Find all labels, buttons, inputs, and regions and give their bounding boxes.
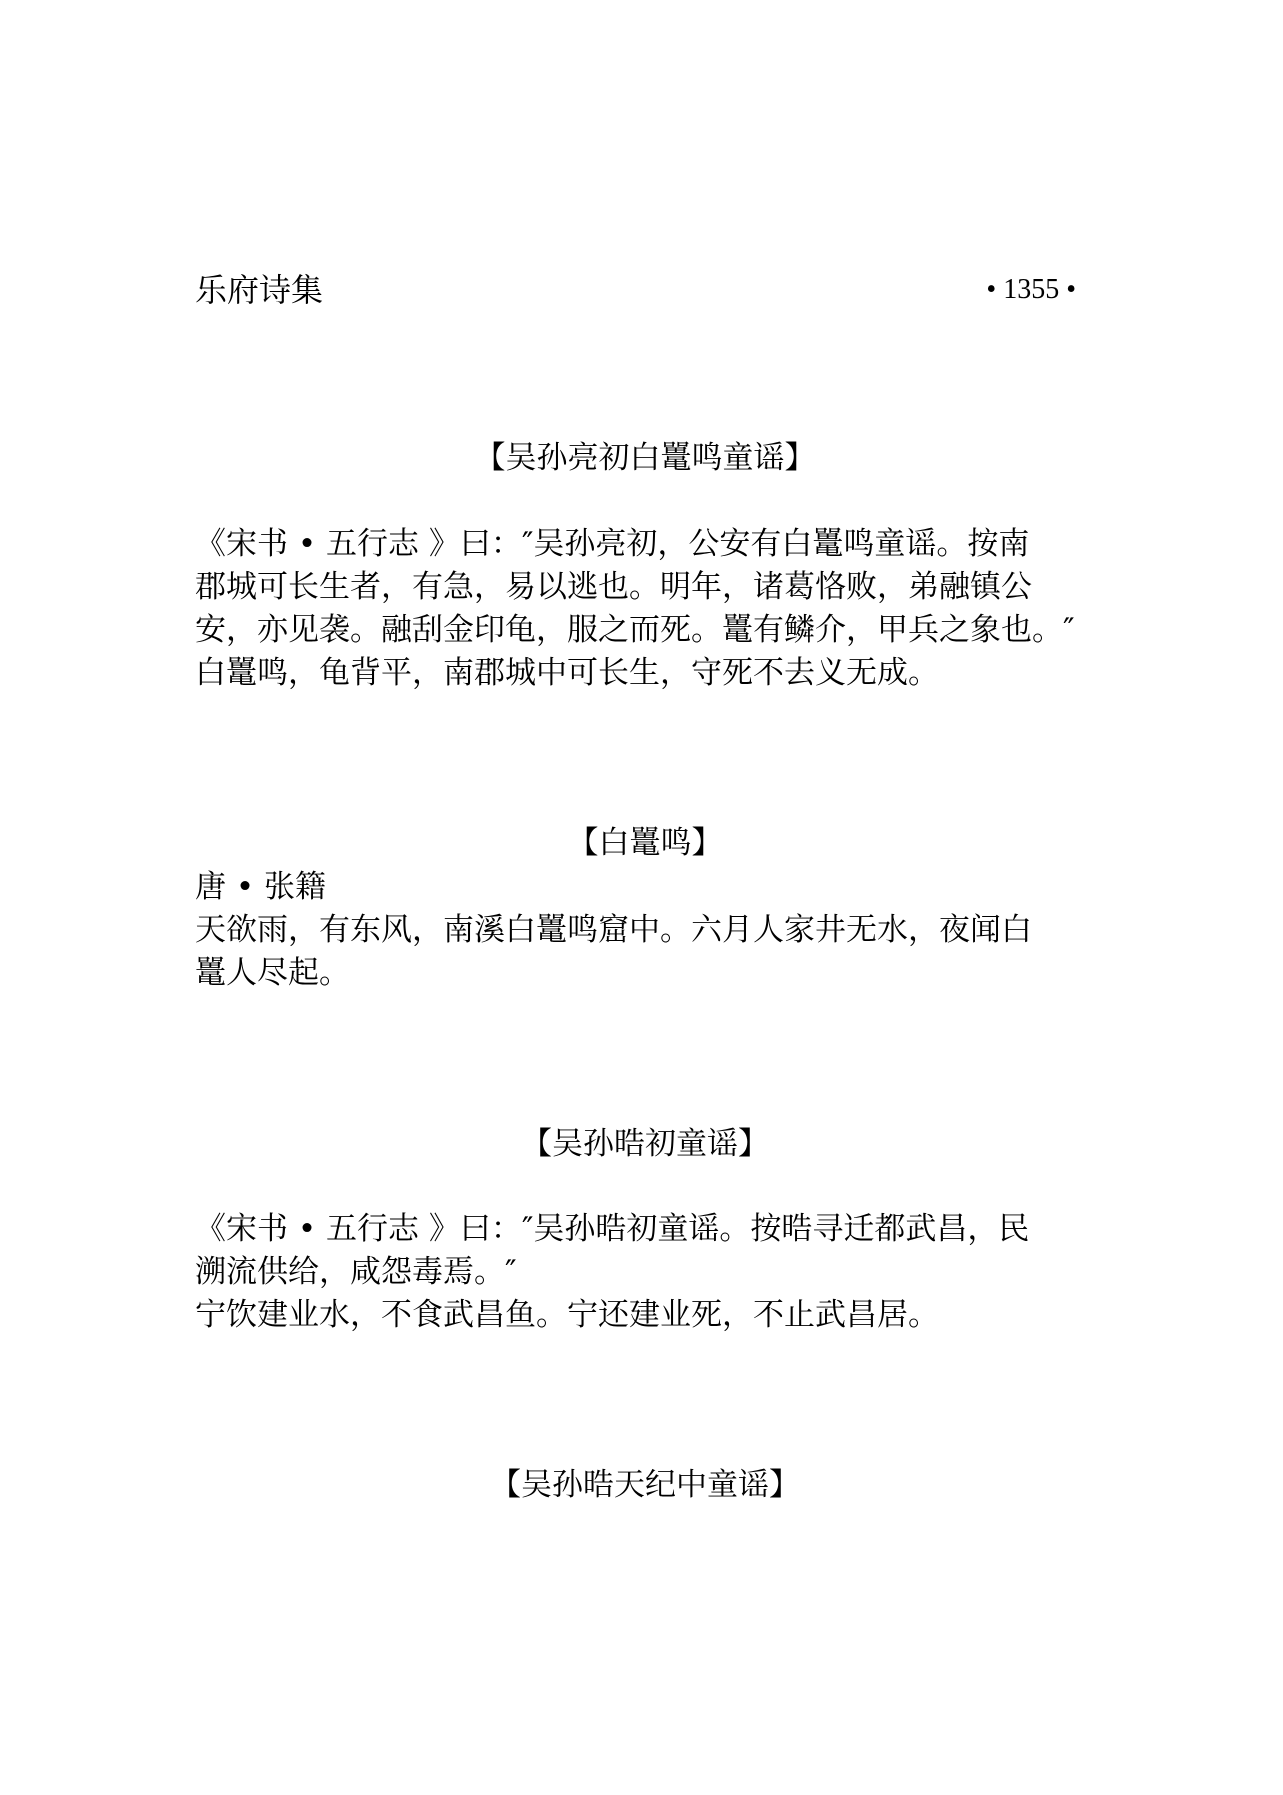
section-body bbox=[195, 866, 1095, 995]
text-line: 宁饮建业水，不食武昌鱼。宁还建业死，不止武昌居。 bbox=[195, 1297, 939, 1333]
text-line: 《宋书 • 五行志 》曰：″吴孙晧初童谣。按晧寻迁都武昌，民 bbox=[195, 1211, 1030, 1247]
text-line: 鼍人尽起。 bbox=[195, 955, 350, 991]
text-line: 白鼍鸣，龟背平，南郡城中可长生，守死不去义无成。 bbox=[195, 655, 939, 691]
text-line: 安，亦见袭。融刮金印龟，服之而死。鼍有鳞介，甲兵之象也。″ bbox=[195, 612, 1075, 648]
page-header bbox=[195, 268, 1076, 312]
section-title: 【吴孙晧天纪中童谣】 bbox=[490, 1467, 800, 1503]
section-body bbox=[195, 1208, 1095, 1337]
text-line: 郡城可长生者，有急，易以逃也。明年，诸葛恪败，弟融镇公 bbox=[195, 569, 1032, 605]
section-title: 【吴孙晧初童谣】 bbox=[521, 1126, 769, 1162]
author-line: 唐 • 张籍 bbox=[195, 869, 326, 905]
book-title: 乐府诗集 bbox=[195, 271, 324, 309]
page-number: • 1355 • bbox=[986, 274, 1076, 305]
text-line: 溯流供给，咸怨毒焉。″ bbox=[195, 1254, 517, 1290]
section-title: 【吴孙亮初白鼍鸣童谣】 bbox=[474, 440, 816, 476]
section-title: 【白鼍鸣】 bbox=[567, 825, 723, 861]
section-body bbox=[195, 523, 1095, 695]
text-line: 天欲雨，有东风，南溪白鼍鸣窟中。六月人家井无水，夜闻白 bbox=[195, 912, 1032, 948]
text-line: 《宋书 • 五行志 》曰：″吴孙亮初，公安有白鼍鸣童谣。按南 bbox=[195, 526, 1030, 562]
